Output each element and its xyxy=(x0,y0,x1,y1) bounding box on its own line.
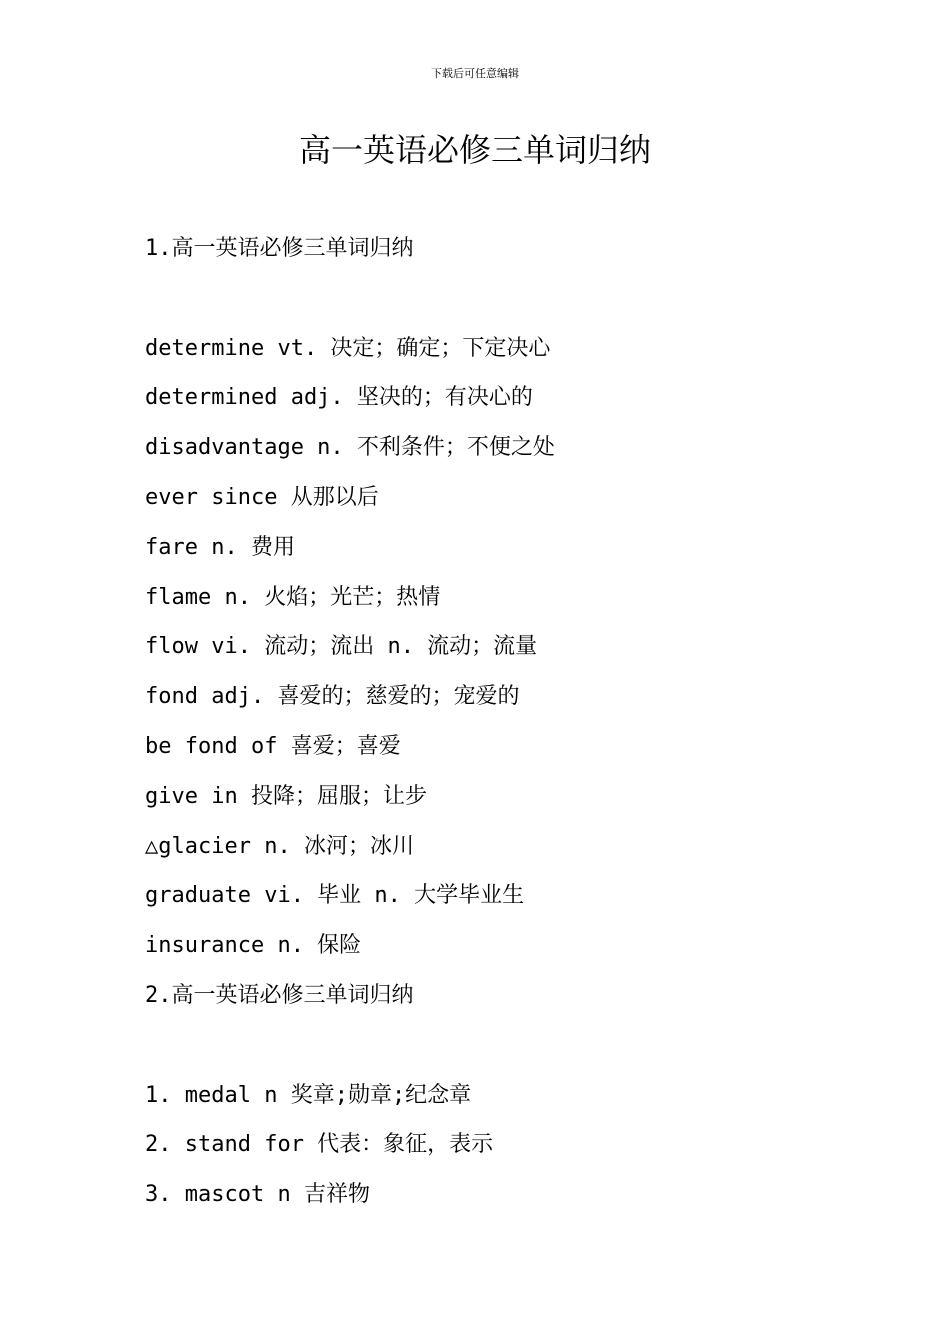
vocab-entry: disadvantage n. 不利条件；不便之处 xyxy=(145,435,555,461)
vocab-entry: 1. medal n 奖章;勋章;纪念章 xyxy=(145,1082,472,1108)
vocab-entry: be fond of 喜爱；喜爱 xyxy=(145,733,401,759)
vocab-entry: graduate vi. 毕业 n. 大学毕业生 xyxy=(145,883,525,909)
section-2-heading: 2.高一英语必修三单词归纳 xyxy=(145,982,414,1008)
vocab-entry: determine vt. 决定；确定；下定决心 xyxy=(145,335,551,361)
header-note: 下载后可任意编辑 xyxy=(431,67,519,80)
document-body xyxy=(145,224,865,1220)
vocab-entry: insurance n. 保险 xyxy=(145,933,362,959)
vocab-entry: 2. stand for 代表：象征，表示 xyxy=(145,1132,494,1158)
vocab-entry: flow vi. 流动；流出 n. 流动；流量 xyxy=(145,634,538,660)
vocab-entry: 3. mascot n 吉祥物 xyxy=(145,1182,370,1208)
section-1-heading: 1.高一英语必修三单词归纳 xyxy=(145,236,414,261)
vocab-entry: fond adj. 喜爱的；慈爱的；宠爱的 xyxy=(145,684,520,710)
document-title: 高一英语必修三单词归纳 xyxy=(298,131,651,169)
vocab-entry: give in 投降；屈服；让步 xyxy=(145,783,427,809)
vocab-entry: fare n. 费用 xyxy=(145,534,295,560)
vocab-entry: flame n. 火焰；光芒；热情 xyxy=(145,584,441,610)
blank-line xyxy=(145,274,865,324)
vocab-entry: ever since 从那以后 xyxy=(145,484,379,510)
blank-line xyxy=(145,1021,865,1071)
vocab-entry: △glacier n. 冰河；冰川 xyxy=(145,833,414,859)
vocab-entry: determined adj. 坚决的；有决心的 xyxy=(145,385,533,411)
